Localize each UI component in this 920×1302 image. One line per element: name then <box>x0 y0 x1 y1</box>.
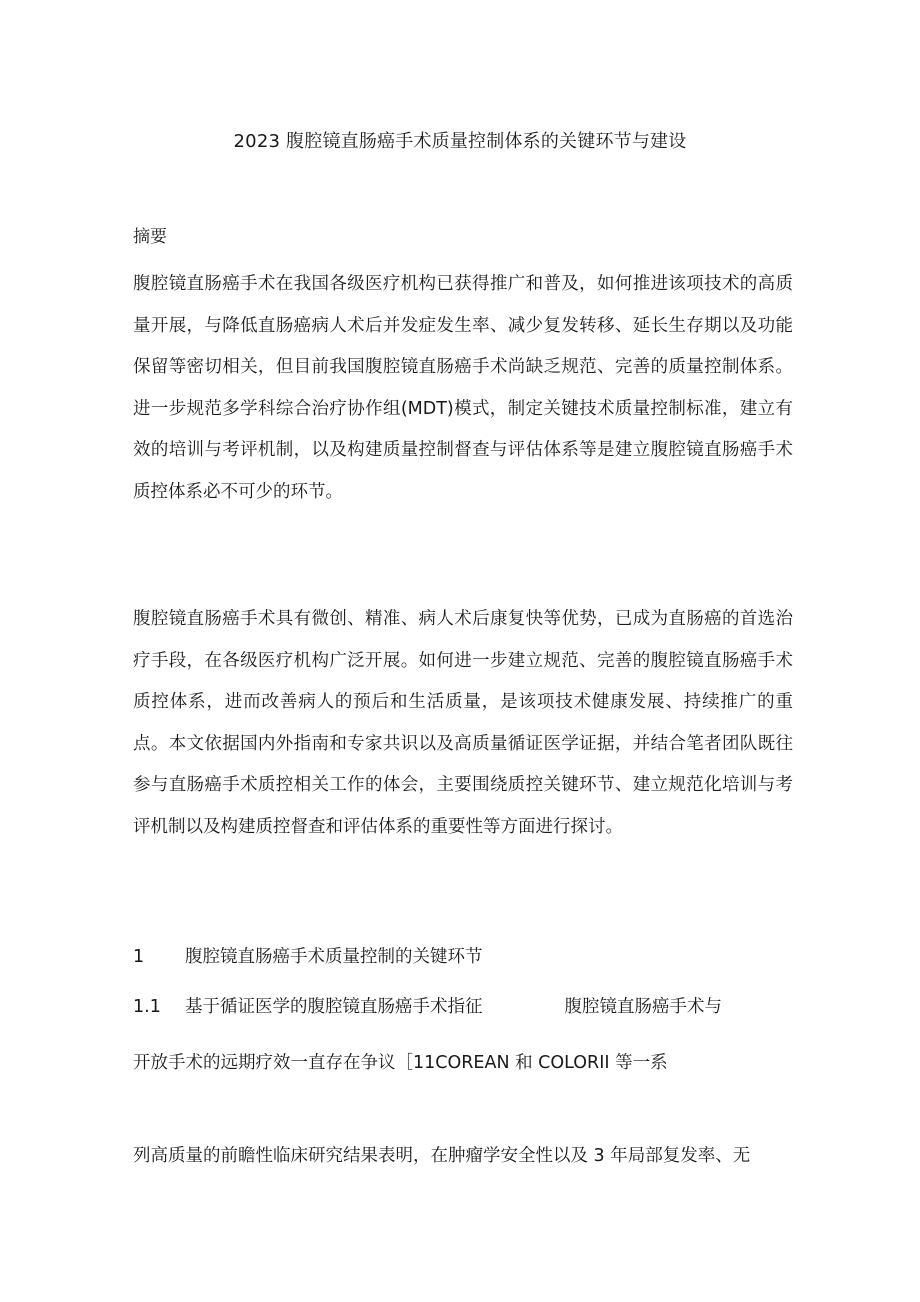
document-title: 2023 腹腔镜直肠癌手术质量控制体系的关键环节与建设 <box>233 131 687 152</box>
section-1-1-heading <box>133 993 722 1021</box>
section-1-heading <box>133 943 483 971</box>
section-number: 1 <box>133 947 145 967</box>
subsection-number: 1.1 <box>133 997 161 1017</box>
section-title: 腹腔镜直肠癌手术质量控制的关键环节 <box>185 947 483 967</box>
body-text-line: 列高质量的前瞻性临床研究结果表明，在肿瘤学安全性以及 3 年局部复发率、无 <box>133 1146 751 1166</box>
subsection-text-start: 腹腔镜直肠癌手术与 <box>564 997 722 1017</box>
intro-paragraph: 腹腔镜直肠癌手术具有微创、精准、病人术后康复快等优势，已成为直肠癌的首选治疗手段，在各级医疗机构广泛开展。如何进一步建立规范、完善的腹腔镜直肠癌手术质控体系，进而改善病人的预后和生活质量，是该项技术健康发展、持续推广的重点。本文依据国内外指南和专家共识以及高质量循证医学证据，并结合笔者团队既往参与直肠癌手术质控相关工作的体会，主要围绕质控关键环节、建立规范化培训与考评机制以及构建质控督查和评估体系的重要性等方面进行探讨。 <box>133 609 793 837</box>
abstract-paragraph: 腹腔镜直肠癌手术在我国各级医疗机构已获得推广和普及，如何推进该项技术的高质量开展，与降低直肠癌病人术后并发症发生率、减少复发转移、延长生存期以及功能保留等密切相关，但目前我国腹腔镜直肠癌手术尚缺乏规范、完善的质量控制体系。进一步规范多学科综合治疗协作组(MDT)模式，制定关键技术质量控制标准，建立有效的培训与考评机制，以及构建质量控制督查与评估体系等是建立腹腔镜直肠癌手术质控体系必不可少的环节。 <box>133 274 793 502</box>
body-text-line: 开放手术的远期疗效一直存在争议［11COREAN 和 COLORII 等一系 <box>133 1053 668 1073</box>
abstract-heading: 摘要 <box>133 227 167 247</box>
subsection-title: 基于循证医学的腹腔镜直肠癌手术指征 <box>185 997 483 1017</box>
